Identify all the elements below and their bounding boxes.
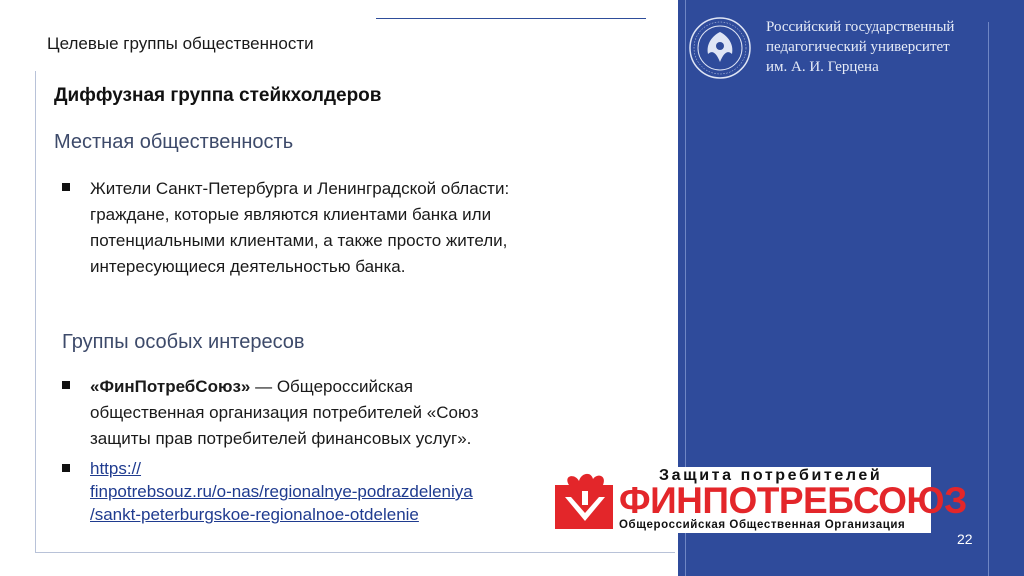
finpotrebsoyuz-emblem-icon xyxy=(555,471,615,531)
bullet-marker xyxy=(62,464,70,472)
bullet-marker xyxy=(62,381,70,389)
url-link-line[interactable]: https:// xyxy=(90,459,142,478)
bullet-line: интересующиеся деятельностью банка. xyxy=(90,257,406,276)
logo-wordmark: ФИНПОТРЕБСОЮЗ xyxy=(619,480,967,521)
finpotrebsoyuz-logo xyxy=(555,467,967,533)
section-title-special-interest: Группы особых интересов xyxy=(62,331,305,353)
content-heading: Диффузная группа стейкхолдеров xyxy=(54,85,382,106)
university-name-line: им. А. И. Герцена xyxy=(766,59,879,75)
bullet-line: Жители Санкт-Петербурга и Ленинградской области: xyxy=(90,179,510,198)
bullet-line: потенциальными клиентами, а также просто жители, xyxy=(90,231,508,250)
slide-title: Целевые группы общественности xyxy=(47,34,314,53)
university-name-line: педагогический университет xyxy=(766,39,950,55)
frame-bottom-border xyxy=(35,552,675,553)
logo-tagline: Защита потребителей xyxy=(659,467,883,484)
bullet-text-finpotrebsoyuz xyxy=(90,374,479,452)
frame-left-border xyxy=(35,71,36,553)
university-name xyxy=(766,17,986,77)
bullet-line: общественная организация потребителей «Союз xyxy=(90,403,479,422)
logo-subtitle: Общероссийская Общественная Организация xyxy=(619,519,906,531)
org-name-bold: «ФинПотребСоюз» xyxy=(90,377,251,396)
bullet-link xyxy=(90,457,473,526)
university-name-line: Российский государственный xyxy=(766,19,955,35)
bullet-line xyxy=(90,374,479,400)
url-link-line[interactable]: /sankt-peterburgskoe-regionalnoe-otdelenie xyxy=(90,505,419,524)
bullet-marker xyxy=(62,183,70,191)
page-number: 22 xyxy=(957,531,973,547)
url-link-line[interactable]: finpotrebsouz.ru/o-nas/regionalnye-podrazdeleniya xyxy=(90,482,473,501)
top-divider-line xyxy=(376,18,646,19)
bullet-line: защиты прав потребителей финансовых услуг». xyxy=(90,429,472,448)
org-description: — Общероссийская xyxy=(250,377,413,396)
panel-divider-right xyxy=(988,22,989,576)
bullet-text-residents xyxy=(90,176,509,280)
section-title-local-public: Местная общественность xyxy=(54,131,294,153)
university-seal-icon xyxy=(688,16,752,80)
bullet-line: граждане, которые являются клиентами банка или xyxy=(90,205,492,224)
